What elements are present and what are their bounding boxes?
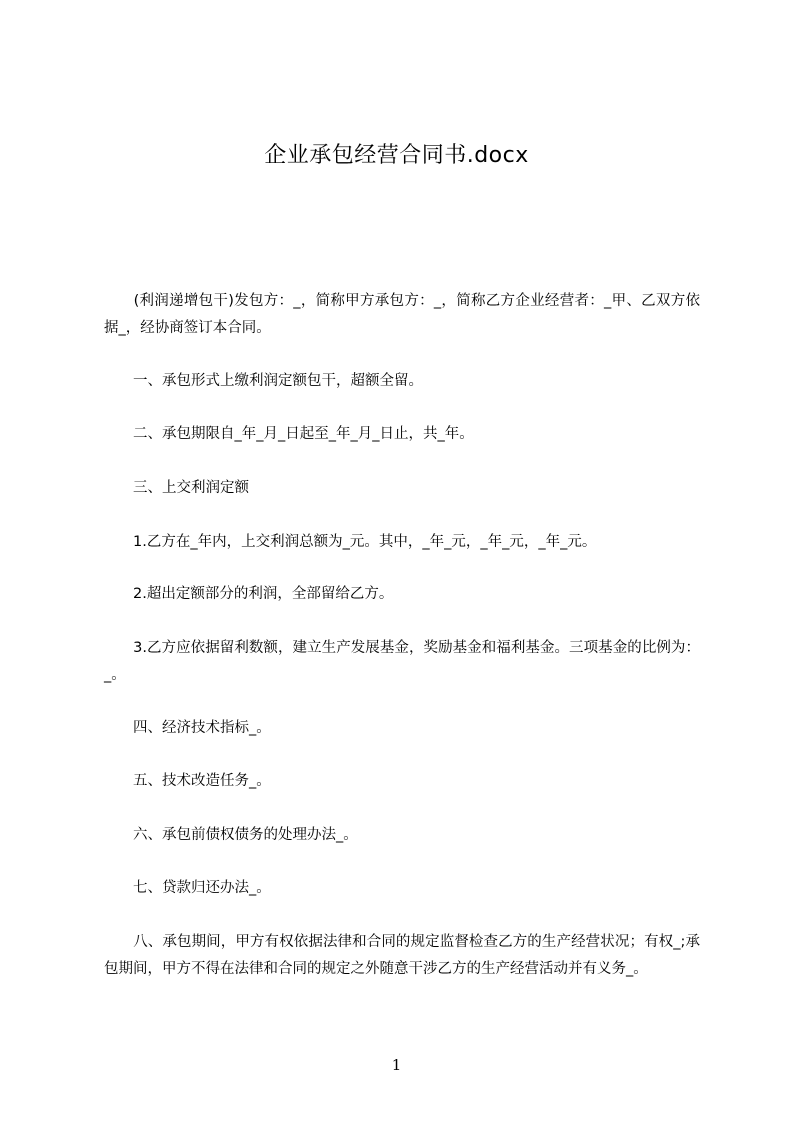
paragraph-clause-8: 八、承包期间，甲方有权依据法律和合同的规定监督检查乙方的生产经营状况；有权_;承包期间，甲方不得在法律和合同的规定之外随意干涉乙方的生产经营活动并有义务_。 bbox=[104, 934, 700, 977]
paragraph-clause-6: 六、承包前债权债务的处理办法_。 bbox=[104, 827, 358, 843]
paragraph-clause-3: 三、上交利润定额 bbox=[104, 480, 249, 496]
paragraph-clause-2: 二、承包期限自_年_月_日起至_年_月_日止，共_年。 bbox=[104, 426, 474, 442]
paragraph-clause-4: 四、经济技术指标_。 bbox=[104, 720, 271, 736]
paragraph-preamble: (利润递增包干)发包方：_，简称甲方承包方：_，简称乙方企业经营者：_甲、乙双方依据_，经协商签订本合同。 bbox=[104, 293, 700, 336]
page-number: 1 bbox=[391, 1056, 402, 1074]
paragraph-clause-1: 一、承包形式上缴利润定额包干，超额全留。 bbox=[104, 373, 423, 389]
document-title: 企业承包经营合同书.docx bbox=[264, 143, 529, 168]
paragraph-clause-3-item-3: 3.乙方应依据留利数额，建立生产发展基金，奖励基金和福利基金。三项基金的比例为：_。 bbox=[104, 640, 700, 683]
paragraph-clause-7: 七、贷款归还办法_。 bbox=[104, 880, 271, 896]
paragraph-clause-5: 五、技术改造任务_。 bbox=[104, 773, 271, 789]
paragraph-clause-3-item-1: 1.乙方在_年内，上交利润总额为_元。其中，_年_元，_年_元，_年_元。 bbox=[104, 534, 597, 550]
paragraph-clause-3-item-2: 2.超出定额部分的利润，全部留给乙方。 bbox=[104, 586, 394, 602]
